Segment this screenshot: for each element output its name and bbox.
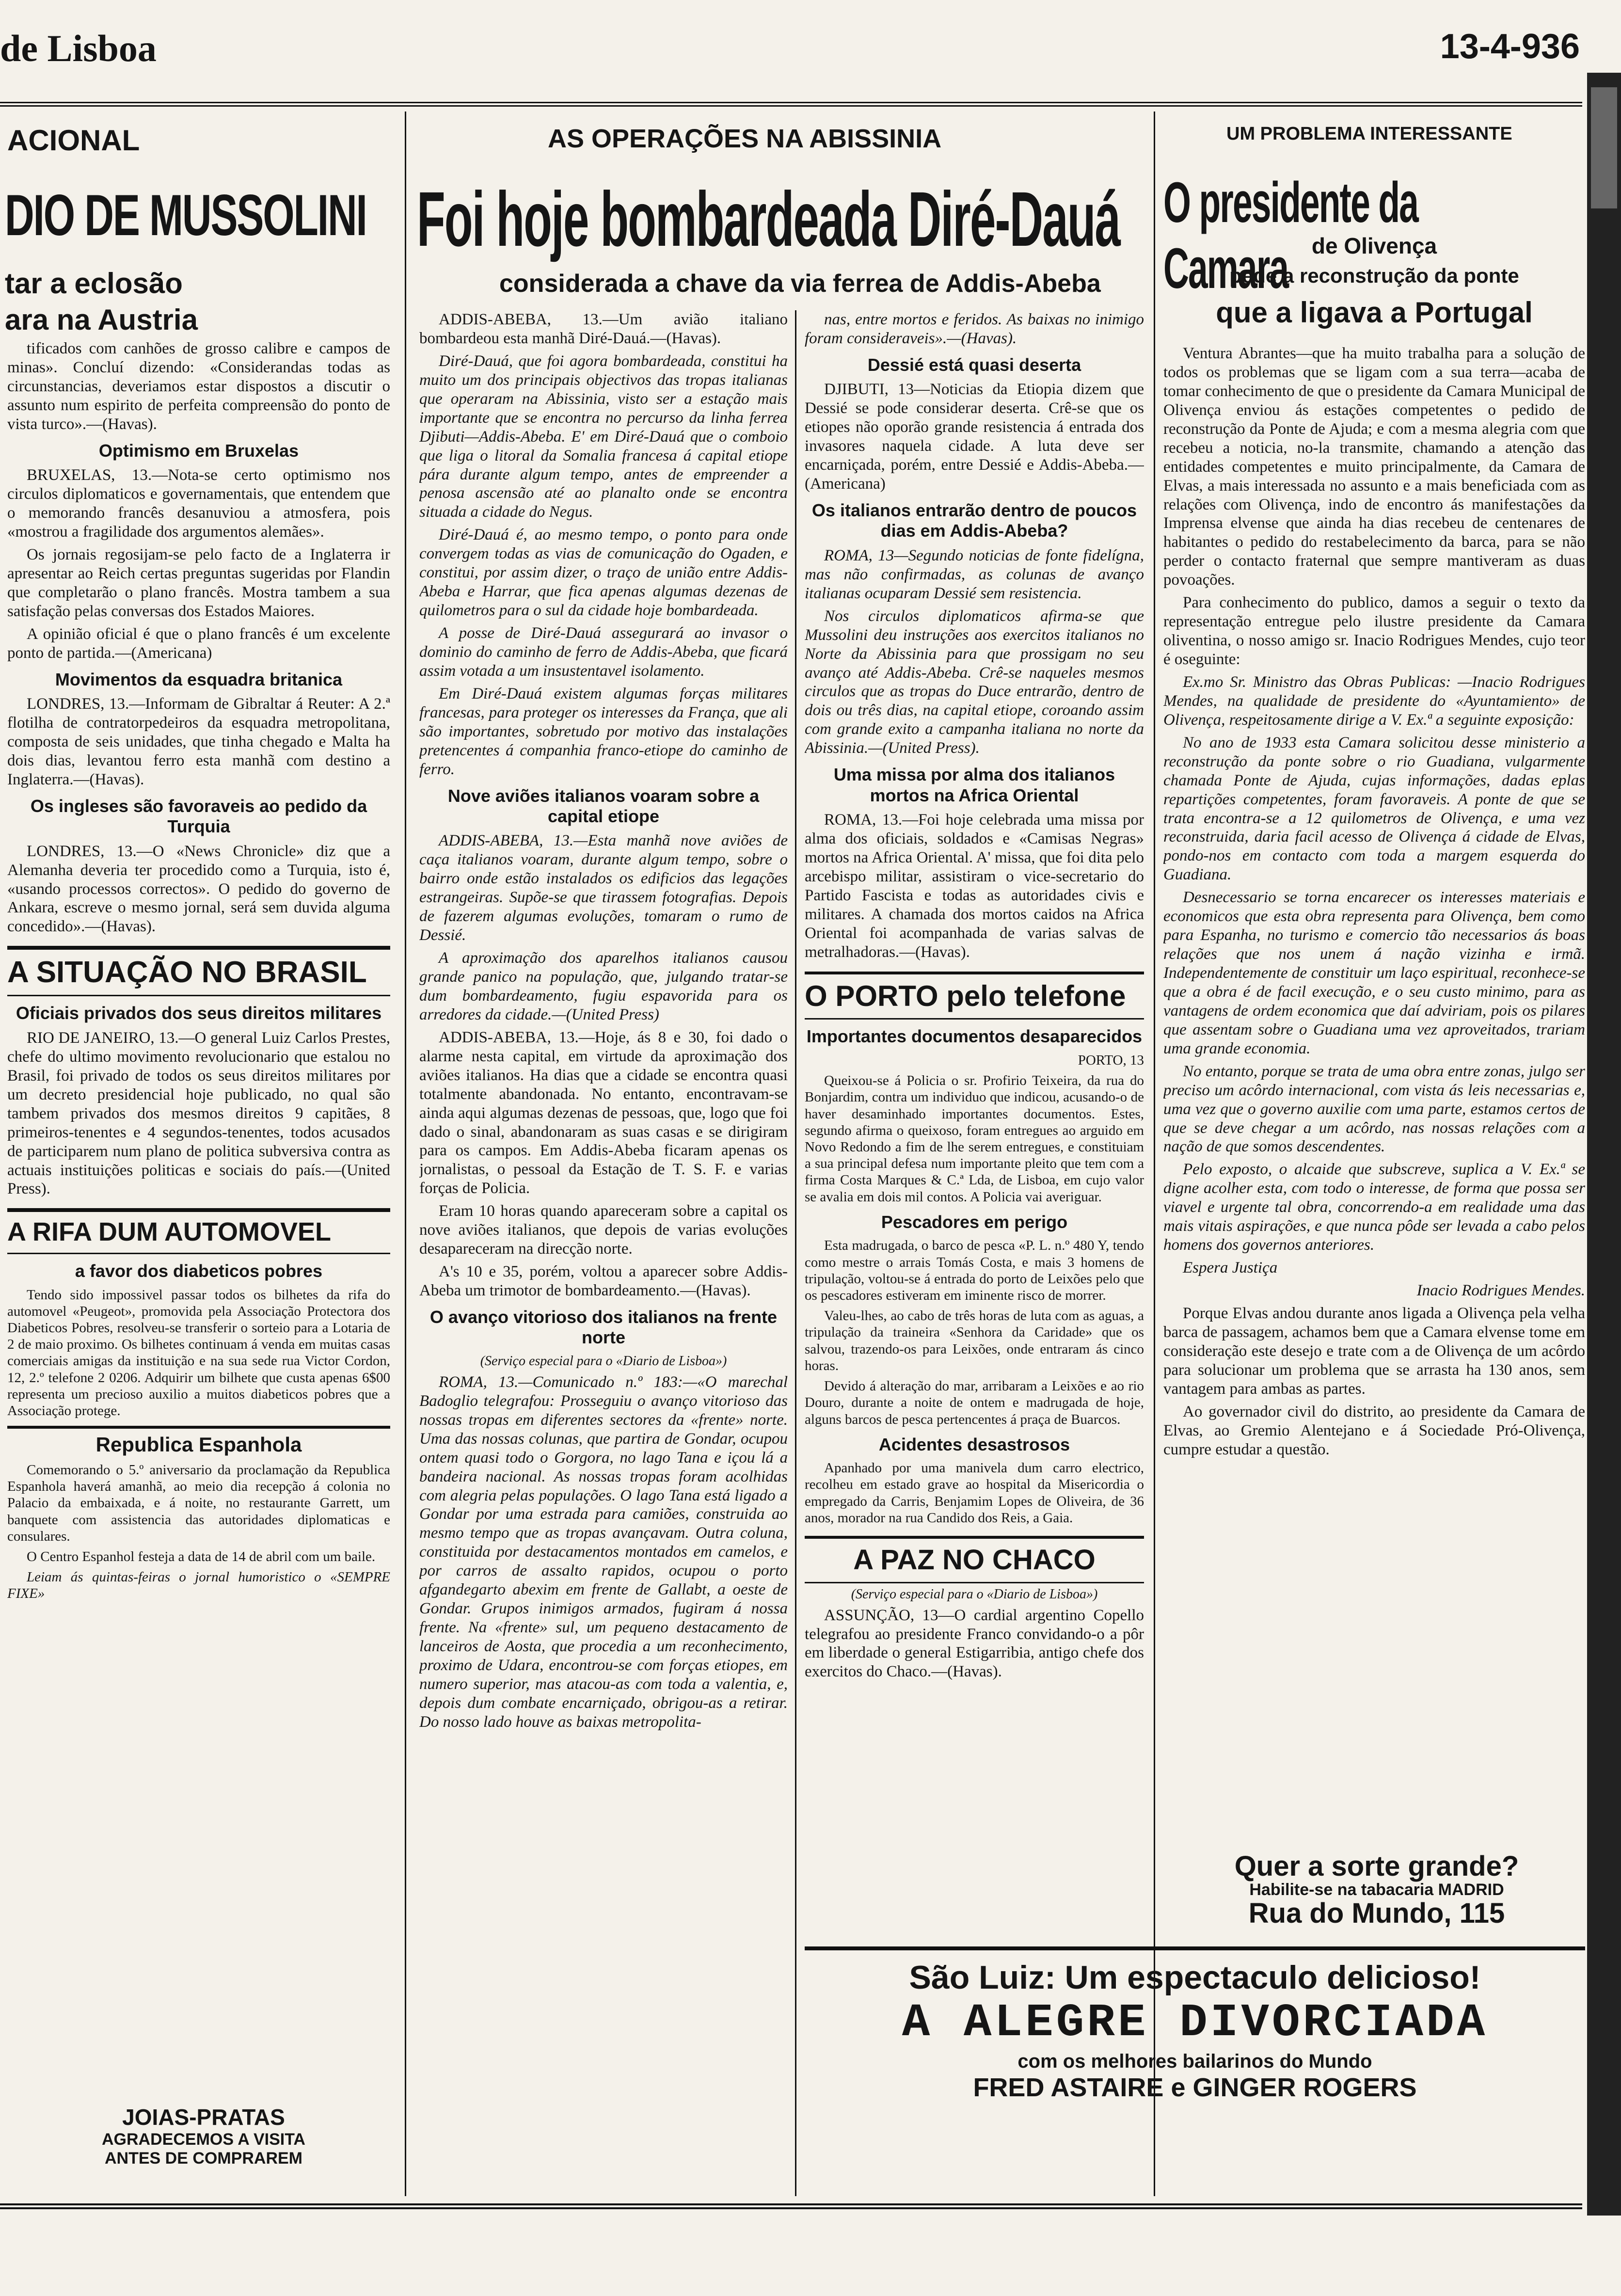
article-paragraph: RIO DE JANEIRO, 13.—O general Luiz Carlos Prestes, chefe do ultimo movimento revolucionario que estalou no Brasil, foi privado de todos os seus direitos militares por um decreto presidencial hoje publicado, no qual são tambem privados dos mesmos direitos 9 capitães, 8 primeiros-tenentes e 4 segundos-tenentes, todos acusados de participarem num plano de politica subversiva contra as actuais instituições politicas e sociais do país.—(United Press). (7, 1029, 390, 1198)
scrollbar-thumb[interactable] (1591, 87, 1617, 208)
article-paragraph: Em Diré-Dauá existem algumas forças militares francesas, para proteger os interesses da França, que ali são importantes, sobretudo por motivo das instalações pretencentes á companhia franco-etiope do caminho de ferro. (419, 685, 788, 778)
deck-line: pede a reconstrução da ponte (1229, 264, 1519, 287)
subheading: Os ingleses são favoraveis ao pedido da Turquia (30, 796, 367, 837)
jewelry-ad (29, 2104, 378, 2168)
article-paragraph: Devido á alteração do mar, arribaram a Leixões e ao rio Douro, durante a noite de ontem e madrugada de hoje, alguns barcos de pesca pertencentes á praça de Buarcos. (805, 1378, 1144, 1427)
article-paragraph: A posse de Diré-Dauá assegurará ao invasor o dominio do caminho de ferro de Addis-Abeba, que ficará assim votada a um insustentavel isolamento. (419, 624, 788, 680)
article-paragraph: Queixou-se á Policia o sr. Profirio Teixeira, da rua do Bonjardim, contra um individuo que indicou, acusando-o de haver desaminhado importantes documentos. Estes, segundo afirma o queixoso, foram entregues ao arguido em Novo Redondo a fim de lhe serem entregues, e constituiam a sua principal defesa num importante pleito que tem com a firma Costa Marques & C.ª Lda, de Lisboa, em cujo valor se avalia em dois mil contos. A Policia vai averiguar. (805, 1073, 1144, 1205)
headline-olivenca: O presidente da Camara (1163, 171, 1418, 301)
porto-headline: O PORTO pelo telefone (805, 972, 1144, 1020)
article-paragraph: Eram 10 horas quando apareceram sobre a capital os nove aviões italianos, que depois de varias evoluções desapareceram na direcção norte. (419, 1202, 788, 1258)
article-paragraph: Os jornais regosijam-se pelo facto de a Inglaterra ir apresentar ao Reich certas preguntas sugeridas por Flandin que completarão o plano francês. Mostra tambem a sua satisfação pelas conversas dos Estados Maiores. (7, 545, 390, 620)
article-paragraph: Desnecessario se torna encarecer os interesses materiais e economicos que esta obra representa para Olivença, bem como para Espanha, no turismo e comercio tão necessarios ás boas relações que nos unem á nação vizinha e irmã. Independentemente de constituir um laço espiritual, reconhece-se que a obra é de facil execução, e o seu custo minimo, para as vantagens de ordem economica que daí adviriam, pois os pilares que assentam sobre o Guadiana uma vez aproveitados, trariam uma grande economia. (1163, 889, 1585, 1057)
ad-line: AGRADECEMOS A VISITA (102, 2130, 305, 2149)
article-paragraph: DJIBUTI, 13—Noticias da Etiopia dizem que Dessié se pode considerar deserta. Crê-se que os etiopes não oporão grande resistencia á entrada dos invasores naquela cidade. A luta deve ser encarniçada, porém, entre Dessié e Addis-Abeba.—(Americana) (805, 381, 1144, 493)
ad-line: Habilite-se na tabacaria MADRID (1249, 1880, 1504, 1899)
article-note: (Serviço especial para o «Diario de Lisboa») (480, 1353, 727, 1369)
subheading: Acidentes desastrosos (878, 1434, 1070, 1454)
column-rule (1154, 112, 1155, 2196)
article-paragraph: ROMA, 13—Segundo noticias de fonte fidelígna, mas não confirmadas, as colunas de avanço italianas ocuparam Dessié sem resistencia. (805, 546, 1144, 602)
article-paragraph: A opinião oficial é que o plano francês é um excelente ponto de partida.—(Americana) (7, 625, 390, 662)
headline-mussolini: DIO DE MUSSOLINI (5, 183, 366, 248)
column-rule (405, 112, 406, 2196)
article-paragraph: Diré-Dauá é, ao mesmo tempo, o ponto para onde convergem todas as vias de comunicação do Ogaden, e constitui, por assim dizer, o traço de união entre Addis-Abeba e Harrar, que fica apenas algumas dezenas de quilometros para o sul da cidade hoje bombardeada. (419, 526, 788, 620)
column-1 (7, 339, 390, 2191)
subheading: Republica Espanhola (7, 1426, 390, 1457)
headline-dire-daua: Foi hoje bombardeada Diré-Dauá (417, 175, 1120, 262)
ad-line: com os melhores bailarinos do Mundo (1017, 2050, 1372, 2072)
article-paragraph: ADDIS-ABEBA, 13.—Esta manhã nove aviões de caça italianos voaram, durante algum tempo, sobre o bairro onde estão instalados os edificios das legações estrangeiras. Supõe-se que tirassem fotografias. Depois de fazerem algumas evoluções, tomaram o rumo de Dessié. (419, 832, 788, 944)
ad-rule (805, 1946, 1585, 1950)
article-paragraph: Nos circulos diplomaticos afirma-se que Mussolini deu instruções aos exercitos italianos no Norte da Abissinia para que prossigam no seu avanço até Addis-Abeba. Crê-se naqueles mesmos circulos que as tropas do Duce entrarão, dentro de dois ou três dias, na capital etiope, coroando assim com grande exito a campanha italiana no norte da Abissinia.—(United Press). (805, 607, 1144, 757)
article-paragraph: Para conhecimento do publico, damos a seguir o texto da representação entregue pelo ilustre presidente da Camara oliventina, o nosso amigo sr. Inacio Rodrigues Mendes, cujo teor é oseguinte: (1163, 594, 1585, 668)
article-paragraph: Valeu-lhes, ao cabo de três horas de luta com as aguas, a tripulação da traineira «Senhora da Caridade» que os salvou, trazendo-os para Leixões, onde entraram ás cinco horas. (805, 1308, 1144, 1373)
deck-line: ara na Austria (5, 303, 198, 336)
ad-line: ANTES DE COMPRAREM (104, 2149, 303, 2168)
article-paragraph: Ventura Abrantes—que ha muito trabalha para a solução de todos os problemas que se ligam com a sua terra—acaba de tomar conhecimento de que o presidente da Camara Municipal de Olivença enviou ás estações competentes o pedido de reconstrução da Ponte de Ajuda; e com a mesma alegria com que recebeu a noticia, no-la transmite, chamando a atenção das entidades competentes e muito principalmente, da Camara de Elvas, a mais interessada no assunto e a mais beneficiada com as relações com Olivença, indo de encontro ás manifestações da Imprensa elvense que ainda ha dias recebeu de centenares de habitantes o pedido do restabelecimento da barca, para se não perder o contacto fraternal que sempre mantiveram as duas povoações. (1163, 345, 1585, 589)
subheading: Pescadores em perigo (881, 1212, 1068, 1232)
rifa-headline: A RIFA DUM AUTOMOVEL (7, 1208, 390, 1254)
masthead-date: 13-4-936 (1440, 27, 1580, 66)
article-paragraph: tificados com canhões de grosso calibre e campos de minas». Concluí dizendo: «Considerandas todas as circunstancias, deveriamos estar dispostos a discutir o assunto num espirito de perfeita compreensão do ponto de vista turco».—(Havas). (7, 340, 390, 433)
section-kicker: AS OPERAÇÕES NA ABISSINIA (548, 124, 942, 153)
article-paragraph: Porque Elvas andou durante anos ligada a Olivença pela velha barca de passagem, achamos bem que a Camara elvense tome em consideração este desejo e trate com a de Olivença de um acôrdo para solucionar um problema que se arrasta ha 130 anos, sem vantagem para ambas as partes. (1163, 1304, 1585, 1398)
article-paragraph: No entanto, porque se trata de uma obra entre zonas, julgo ser preciso um acôrdo internacional, com vista ás leis necessarias e, uma vez que o governo auxilie com uma parte, estamos certos de que se deve chegar a um acôrdo, nas nossas relações com a nação de que somos descendentes. (1163, 1062, 1585, 1156)
signature: Inacio Rodrigues Mendes. (1416, 1282, 1585, 1299)
subheading: Oficiais privados dos seus direitos militares (16, 1003, 382, 1023)
article-paragraph: O Centro Espanhol festeja a data de 14 de abril com um baile. (27, 1548, 376, 1564)
viewer-scrollbar[interactable] (1587, 73, 1621, 2216)
section-label: ACIONAL (7, 124, 140, 157)
article-note: Leiam ás quintas-feiras o jornal humoristico o «SEMPRE FIXE» (7, 1569, 390, 1602)
chaco-headline: A PAZ NO CHACO (805, 1536, 1144, 1583)
column-4 (1163, 344, 1585, 1770)
article-note: (Serviço especial para o «Diario de Lisboa») (851, 1586, 1098, 1602)
ad-line: FRED ASTAIRE e GINGER ROGERS (973, 2073, 1417, 2102)
column-rule (795, 310, 796, 2196)
column-2 (419, 310, 788, 2191)
cinema-ad (805, 1959, 1585, 2103)
deck-line: considerada a chave da via ferrea de Addis-Abeba (499, 270, 1101, 298)
article-paragraph: nas, entre mortos e feridos. As baixas no inimigo foram consideraveis».—(Havas). (805, 311, 1144, 347)
article-paragraph: Apanhado por uma manivela dum carro electrico, recolheu em estado grave ao hospital da Misericordia o empregado da Carris, Benjamim Lopes de Oliveira, de 36 anos, morador na rua Candido dos Reis, a Gaia. (805, 1460, 1144, 1526)
article-paragraph: LONDRES, 13.—O «News Chronicle» diz que a Alemanha deveria ter procedido como a Turquia, isto é, «usando processos correctos». O pedido do governo de Ankara, escreve o mesmo jornal, será sem duvida alguma concedido».—(Havas). (7, 842, 390, 936)
subheading: a favor dos diabeticos pobres (75, 1261, 323, 1281)
section-kicker: UM PROBLEMA INTERESSANTE (1226, 124, 1512, 144)
article-paragraph: Ao governador civil do distrito, ao presidente da Camara de Elvas, ao Gremio Alentejano e á Sociedade Pró-Olivença, cumpre estudar a questão. (1163, 1403, 1585, 1458)
ad-line: Rua do Mundo, 115 (1248, 1897, 1505, 1929)
subheading: Importantes documentos desaparecidos (806, 1026, 1143, 1047)
ad-line: A ALEGRE DIVORCIADA (902, 1996, 1488, 2050)
article-paragraph: Espera Justiça (1183, 1259, 1278, 1277)
article-paragraph: Diré-Dauá, que foi agora bombardeada, constitui ha muito um dos principais objectivos das tropas italianas que operaram na Abissinia, visto ser a estação mais importante que se encontra no percurso da linha ferrea Djibuti—Addis-Abeba. E' em Diré-Dauá que o comboio que liga o litoral da Somalia francesa á capital etiope pára durante algum tempo, antes de empreender a penosa ascensão até ao planalto onde se encontra situada a cidade do Negus. (419, 352, 788, 521)
subheading: Dessié está quasi deserta (867, 354, 1081, 375)
ad-line: Quer a sorte grande? (1234, 1850, 1519, 1882)
deck-line: de Olivença (1311, 233, 1437, 258)
column-3 (805, 310, 1144, 1905)
article-paragraph: ADDIS-ABEBA, 13.—Hoje, ás 8 e 30, foi dado o alarme nesta capital, em virtude da aproximação dos aviões italianos. Ha dias que a cidade se encontra quasi totalmente abandonada. No entanto, encontravam-se ainda aqui algumas dezenas de pessoas, que, logo que foi dado o sinal, abandonaram as suas casas e se dirigiram para os campos. Em Addis-Abeba ficaram apenas os jornalistas, o pessoal da Estação de T. S. F. e varias forças de Policia. (419, 1028, 788, 1197)
article-paragraph: No ano de 1933 esta Camara solicitou desse ministerio a reconstrução da ponte sobre o rio Guadiana, vulgarmente chamada Ponte de Ajuda, cujas informações, dadas eplas repartições competentes, foram favoraveis. A ponte de que se trata encontra-se a 12 quilometros de Olivença, e uma vez reconstruida, daria facil acesso de Olivença á cidade de Elvas, pondo-nos em contacto com toda a margem esquerda do Guadiana. (1163, 733, 1585, 884)
article-paragraph: ROMA, 13.—Comunicado n.º 183:—«O marechal Badoglio telegrafou: Prosseguiu o avanço vitorioso das nossas tropas em diferentes sectores da «frente» norte. Uma das nossas colunas, que partira de Gondar, ocupou ontem quasi todo o Gorgora, no lago Tana e içou lá a bandeira nacional. As nossas tropas foram acolhidas com alegria pelas populações. O lago Tana está ligado a Gondar por uma estrada para camiões, construida ao mesmo tempo que as tropas avançavam. Outra coluna, constituida por destacamentos montados em camelos, e por carros de assalto rapidos, ocupou o porto afgandegarto abexim em frente de Gallabt, a oeste de Gondar. Grupos inimigos armados, fugiram á nossa frente. Na «frente» sul, um pequeno destacamento de lanceiros de Aosta, que procedia a um reconhecimento, proximo de Udara, encontrou-se com forças etiopes, em numero superior, mas atacou-as com toda a valentia, e, depois dum combate encarniçado, obrigou-as a retirar. Do nosso lado houve as baixas metropolita- (419, 1373, 788, 1731)
subheading: Uma missa por alma dos italianos mortos na Africa Oriental (833, 765, 1115, 805)
article-paragraph: ADDIS-ABEBA, 13.—Um avião italiano bombardeou esta manhã Diré-Dauá.—(Havas). (419, 311, 788, 347)
masthead-rule (0, 102, 1582, 107)
subheading: Movimentos da esquadra britanica (55, 669, 343, 689)
article-paragraph: Comemorando o 5.º aniversario da proclamação da Republica Espanhola haverá amanhã, ao meio dia recepção á colonia no Palacio da embaixada, e á noite, no restaurante Garrett, um banquete com assistencia das autoridades diplomaticas e consulares. (7, 1462, 390, 1544)
subheading: O avanço vitorioso dos italianos na frente norte (429, 1307, 778, 1348)
article-paragraph: ROMA, 13.—Foi hoje celebrada uma missa por alma dos oficiais, soldados e «Camisas Negras» mortos na Africa Oriental. A' missa, que foi dita pelo arcebispo militar, assistiram o vice-secretario do Partido Fascista e todas as autoridades civis e militares. A chamada dos mortos caidos na Africa Oriental foi acompanhada de varias salvas de metralhadoras.—(Havas). (805, 811, 1144, 961)
ad-line: JOIAS-PRATAS (122, 2105, 285, 2130)
article-paragraph: Ex.mo Sr. Ministro das Obras Publicas: —Inacio Rodrigues Mendes, na qualidade de presidente do «Ayuntamiento» de Olivença, respeitosamente dirige a V. Ex.ª a seguinte exposição: (1163, 673, 1585, 729)
subheading: Nove aviões italianos voaram sobre a capital etiope (447, 785, 760, 826)
tabacaria-ad (1173, 1852, 1580, 1928)
article-paragraph: BRUXELAS, 13.—Nota-se certo optimismo nos circulos diplomaticos e governamentais, que entendem que o memorando francês desanuviou a atmosfera, pois «mostrou a fragilidade dos argumentos alemães». (7, 466, 390, 541)
article-paragraph: A's 10 e 35, porém, voltou a aparecer sobre Addis-Abeba um trimotor de bombardeamento.—(Havas). (419, 1263, 788, 1299)
deck-line: que a ligava a Portugal (1216, 296, 1533, 329)
dateline: PORTO, 13 (1078, 1052, 1144, 1068)
page-bottom-rule (0, 2203, 1582, 2209)
article-paragraph: Esta madrugada, o barco de pesca «P. L. n.º 480 Y, tendo como mestre o arrais Tomás Costa, e mais 3 homens de tripulação, voltou-se á entrada do porto de Leixões pelo que os pescadores estiveram em iminente risco de morrer. (805, 1238, 1144, 1304)
deck-line: tar a eclosão (5, 267, 183, 300)
article-paragraph: Pelo exposto, o alcaide que subscreve, suplica a V. Ex.ª se digne acolher esta, com todo o interesse, de forma que possa ser viavel e urgente tal obra, concorrendo-a em realidade uma das mais vitais aspirações, e que nunca pôde ser levada a cabo pelos homens dos governos anteriores. (1163, 1161, 1585, 1254)
subheading: Optimismo em Bruxelas (98, 440, 299, 461)
brasil-headline: A SITUAÇÃO NO BRASIL (7, 946, 390, 996)
masthead-title: de Lisboa (0, 27, 157, 69)
article-paragraph: ASSUNÇÃO, 13—O cardial argentino Copello telegrafou ao presidente Franco convidando-o a pôr em liberdade o general Estigarribia, antigo chefe dos exercitos do Chaco.—(Havas). (805, 1606, 1144, 1681)
article-paragraph: Tendo sido impossivel passar todos os bilhetes da rifa do automovel «Peugeot», promovida pela Associação Protectora dos Diabeticos Pobres, resolveu-se transferir o sorteio para a Lotaria de 2 de maio proximo. Os bilhetes continuam á venda em muitas casas comerciais amigas da instituição e na sua sede rua Victor Cordon, 12, 2.º telefone 2 0206. Adquirir um bilhete que custa apenas 6$00 representa um precioso auxilio a muitos diabeticos pobres que a Associação protege. (7, 1287, 390, 1419)
ad-line: São Luiz: Um espectaculo delicioso! (909, 1959, 1481, 1996)
article-paragraph: LONDRES, 13.—Informam de Gibraltar á Reuter: A 2.ª flotilha de contratorpedeiros da esquadra metropolitana, composta de seis unidades, que tinha chegado e Malta ha dois dias, levantou ferro esta manhã com destino a Inglaterra.—(Havas). (7, 695, 390, 788)
subheading: Os italianos entrarão dentro de poucos dias em Addis-Abeba? (811, 500, 1137, 541)
article-paragraph: A aproximação dos aparelhos italianos causou grande panico na população, que, julgando tratar-se dum bombardeamento, fugiu espavorida para os arredores da cidade.—(United Press) (419, 949, 788, 1023)
